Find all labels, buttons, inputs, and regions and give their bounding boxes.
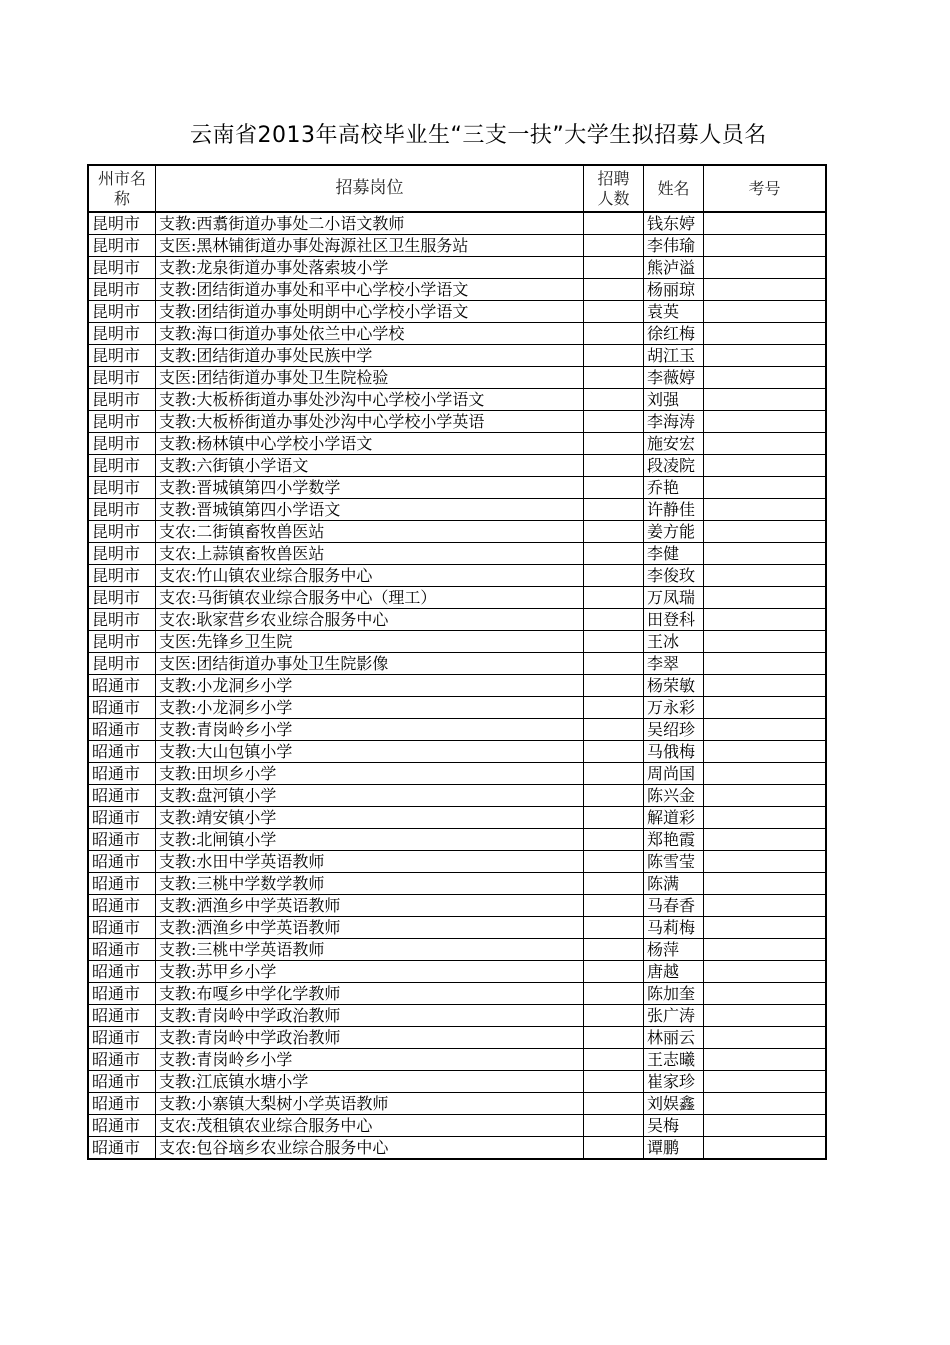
cell-name: 施安宏 — [644, 433, 704, 455]
cell-exam-no — [704, 1049, 827, 1071]
cell-post: 支教:大板桥街道办事处沙沟中心学校小学英语 — [156, 411, 584, 433]
cell-name: 陈雪莹 — [644, 851, 704, 873]
cell-count — [584, 301, 644, 323]
table-row — [88, 499, 826, 521]
cell-name: 田登科 — [644, 609, 704, 631]
cell-post: 支农:二街镇畜牧兽医站 — [156, 521, 584, 543]
table-row — [88, 367, 826, 389]
header-count-label: 招聘人数 — [597, 168, 630, 208]
table-row — [88, 1027, 826, 1049]
cell-post: 支医:黑林铺街道办事处海源社区卫生服务站 — [156, 235, 584, 257]
cell-exam-no — [704, 389, 827, 411]
cell-post: 支教:北闸镇小学 — [156, 829, 584, 851]
cell-city: 昆明市 — [88, 587, 156, 609]
cell-name: 唐越 — [644, 961, 704, 983]
table-row — [88, 1005, 826, 1027]
cell-count — [584, 609, 644, 631]
cell-post: 支教:晋城镇第四小学数学 — [156, 477, 584, 499]
table-row — [88, 1071, 826, 1093]
table-row — [88, 389, 826, 411]
cell-city: 昭通市 — [88, 961, 156, 983]
cell-count — [584, 587, 644, 609]
cell-exam-no — [704, 477, 827, 499]
cell-post: 支教:大板桥街道办事处沙沟中心学校小学语文 — [156, 389, 584, 411]
table-row — [88, 301, 826, 323]
cell-exam-no — [704, 543, 827, 565]
cell-city: 昆明市 — [88, 543, 156, 565]
cell-exam-no — [704, 1027, 827, 1049]
cell-exam-no — [704, 1071, 827, 1093]
cell-name: 许静佳 — [644, 499, 704, 521]
cell-exam-no — [704, 587, 827, 609]
cell-post: 支教:三桃中学数学教师 — [156, 873, 584, 895]
cell-exam-no — [704, 565, 827, 587]
table-row — [88, 653, 826, 675]
cell-exam-no — [704, 235, 827, 257]
cell-exam-no — [704, 323, 827, 345]
cell-city: 昭通市 — [88, 807, 156, 829]
cell-name: 马莉梅 — [644, 917, 704, 939]
cell-city: 昆明市 — [88, 521, 156, 543]
cell-count — [584, 983, 644, 1005]
cell-name: 熊泸溢 — [644, 257, 704, 279]
table-row — [88, 1137, 826, 1160]
cell-city: 昆明市 — [88, 212, 156, 235]
table-row — [88, 565, 826, 587]
cell-count — [584, 719, 644, 741]
cell-count — [584, 873, 644, 895]
cell-count — [584, 1115, 644, 1137]
cell-exam-no — [704, 631, 827, 653]
cell-count — [584, 212, 644, 235]
cell-exam-no — [704, 873, 827, 895]
table-row — [88, 983, 826, 1005]
cell-exam-no — [704, 653, 827, 675]
cell-count — [584, 1137, 644, 1160]
cell-city: 昭通市 — [88, 1115, 156, 1137]
table-row — [88, 719, 826, 741]
table-row — [88, 895, 826, 917]
table-body — [88, 212, 826, 1159]
cell-post: 支农:耿家营乡农业综合服务中心 — [156, 609, 584, 631]
cell-name: 李伟瑜 — [644, 235, 704, 257]
cell-count — [584, 367, 644, 389]
cell-exam-no — [704, 719, 827, 741]
cell-name: 吴梅 — [644, 1115, 704, 1137]
cell-count — [584, 477, 644, 499]
cell-exam-no — [704, 1115, 827, 1137]
cell-name: 郑艳霞 — [644, 829, 704, 851]
cell-post: 支教:杨林镇中心学校小学语文 — [156, 433, 584, 455]
cell-name: 林丽云 — [644, 1027, 704, 1049]
cell-city: 昆明市 — [88, 433, 156, 455]
cell-post: 支教:晋城镇第四小学语文 — [156, 499, 584, 521]
cell-name: 马春香 — [644, 895, 704, 917]
cell-city: 昆明市 — [88, 367, 156, 389]
cell-post: 支农:茂租镇农业综合服务中心 — [156, 1115, 584, 1137]
cell-exam-no — [704, 279, 827, 301]
cell-city: 昆明市 — [88, 455, 156, 477]
cell-count — [584, 235, 644, 257]
table-row — [88, 961, 826, 983]
cell-exam-no — [704, 411, 827, 433]
table-row — [88, 763, 826, 785]
cell-post: 支教:团结街道办事处明朗中心学校小学语文 — [156, 301, 584, 323]
cell-count — [584, 697, 644, 719]
cell-city: 昭通市 — [88, 1049, 156, 1071]
cell-post: 支教:小龙洞乡小学 — [156, 675, 584, 697]
cell-count — [584, 257, 644, 279]
cell-exam-no — [704, 609, 827, 631]
header-post: 招募岗位 — [156, 165, 584, 212]
cell-city: 昭通市 — [88, 895, 156, 917]
cell-count — [584, 1005, 644, 1027]
cell-name: 陈兴金 — [644, 785, 704, 807]
cell-city: 昆明市 — [88, 653, 156, 675]
cell-name: 崔家珍 — [644, 1071, 704, 1093]
cell-exam-no — [704, 1005, 827, 1027]
cell-city: 昆明市 — [88, 257, 156, 279]
table-row — [88, 609, 826, 631]
cell-name: 万凤瑞 — [644, 587, 704, 609]
cell-post: 支医:团结街道办事处卫生院影像 — [156, 653, 584, 675]
cell-count — [584, 521, 644, 543]
cell-exam-no — [704, 741, 827, 763]
cell-count — [584, 455, 644, 477]
cell-city: 昆明市 — [88, 609, 156, 631]
table-row — [88, 279, 826, 301]
table-row — [88, 235, 826, 257]
cell-post: 支农:包谷垴乡农业综合服务中心 — [156, 1137, 584, 1160]
table-row — [88, 917, 826, 939]
cell-name: 杨丽琼 — [644, 279, 704, 301]
cell-exam-no — [704, 257, 827, 279]
cell-post: 支农:马街镇农业综合服务中心（理工） — [156, 587, 584, 609]
cell-city: 昆明市 — [88, 389, 156, 411]
cell-post: 支教:小寨镇大梨树小学英语教师 — [156, 1093, 584, 1115]
cell-post: 支农:竹山镇农业综合服务中心 — [156, 565, 584, 587]
cell-count — [584, 543, 644, 565]
cell-name: 段凌院 — [644, 455, 704, 477]
table-row — [88, 807, 826, 829]
header-exam-no: 考号 — [704, 165, 827, 212]
cell-name: 钱东婷 — [644, 212, 704, 235]
cell-post: 支教:田坝乡小学 — [156, 763, 584, 785]
cell-post: 支教:大山包镇小学 — [156, 741, 584, 763]
recruitment-table — [87, 164, 827, 1160]
table-row — [88, 257, 826, 279]
table-row — [88, 1115, 826, 1137]
cell-city: 昭通市 — [88, 851, 156, 873]
cell-post: 支教:青岗岭中学政治教师 — [156, 1027, 584, 1049]
cell-exam-no — [704, 675, 827, 697]
cell-exam-no — [704, 829, 827, 851]
cell-post: 支教:小龙洞乡小学 — [156, 697, 584, 719]
cell-post: 支教:青岗岭乡小学 — [156, 719, 584, 741]
cell-name: 马俄梅 — [644, 741, 704, 763]
cell-exam-no — [704, 1093, 827, 1115]
cell-name: 袁英 — [644, 301, 704, 323]
table-row — [88, 345, 826, 367]
cell-count — [584, 411, 644, 433]
cell-name: 王冰 — [644, 631, 704, 653]
table-row — [88, 543, 826, 565]
cell-city: 昭通市 — [88, 719, 156, 741]
cell-count — [584, 433, 644, 455]
table-row — [88, 785, 826, 807]
cell-post: 支教:海口街道办事处依兰中心学校 — [156, 323, 584, 345]
table-row — [88, 433, 826, 455]
cell-post: 支教:西翥街道办事处二小语文教师 — [156, 212, 584, 235]
cell-post: 支教:靖安镇小学 — [156, 807, 584, 829]
cell-city: 昭通市 — [88, 939, 156, 961]
header-name: 姓名 — [644, 165, 704, 212]
cell-post: 支医:先锋乡卫生院 — [156, 631, 584, 653]
cell-name: 张广涛 — [644, 1005, 704, 1027]
cell-post: 支教:洒渔乡中学英语教师 — [156, 917, 584, 939]
cell-exam-no — [704, 455, 827, 477]
table-row — [88, 741, 826, 763]
cell-count — [584, 345, 644, 367]
cell-name: 杨荣敏 — [644, 675, 704, 697]
table-row — [88, 212, 826, 235]
cell-exam-no — [704, 521, 827, 543]
cell-exam-no — [704, 763, 827, 785]
table-row — [88, 455, 826, 477]
table-row — [88, 1093, 826, 1115]
cell-count — [584, 763, 644, 785]
cell-city: 昭通市 — [88, 741, 156, 763]
cell-exam-no — [704, 961, 827, 983]
cell-exam-no — [704, 939, 827, 961]
cell-count — [584, 851, 644, 873]
cell-city: 昆明市 — [88, 499, 156, 521]
cell-count — [584, 917, 644, 939]
cell-exam-no — [704, 785, 827, 807]
cell-count — [584, 675, 644, 697]
cell-post: 支教:团结街道办事处和平中心学校小学语文 — [156, 279, 584, 301]
cell-count — [584, 631, 644, 653]
cell-post: 支教:苏甲乡小学 — [156, 961, 584, 983]
cell-city: 昭通市 — [88, 829, 156, 851]
cell-post: 支教:洒渔乡中学英语教师 — [156, 895, 584, 917]
cell-city: 昭通市 — [88, 917, 156, 939]
cell-exam-no — [704, 895, 827, 917]
cell-exam-no — [704, 212, 827, 235]
cell-city: 昭通市 — [88, 1071, 156, 1093]
table-row — [88, 873, 826, 895]
cell-count — [584, 961, 644, 983]
cell-name: 李俊玫 — [644, 565, 704, 587]
cell-name: 乔艳 — [644, 477, 704, 499]
cell-name: 刘强 — [644, 389, 704, 411]
cell-city: 昆明市 — [88, 477, 156, 499]
cell-city: 昆明市 — [88, 345, 156, 367]
cell-post: 支教:水田中学英语教师 — [156, 851, 584, 873]
cell-name: 姜方能 — [644, 521, 704, 543]
cell-name: 刘娱鑫 — [644, 1093, 704, 1115]
table-row — [88, 851, 826, 873]
table-row — [88, 323, 826, 345]
cell-count — [584, 653, 644, 675]
cell-count — [584, 939, 644, 961]
cell-city: 昭通市 — [88, 1093, 156, 1115]
cell-city: 昭通市 — [88, 785, 156, 807]
cell-exam-no — [704, 345, 827, 367]
table-header — [88, 165, 826, 212]
cell-post: 支教:盘河镇小学 — [156, 785, 584, 807]
header-row — [88, 165, 826, 212]
cell-city: 昆明市 — [88, 323, 156, 345]
cell-name: 吴绍珍 — [644, 719, 704, 741]
cell-city: 昆明市 — [88, 301, 156, 323]
cell-post: 支教:江底镇水塘小学 — [156, 1071, 584, 1093]
cell-post: 支教:六街镇小学语文 — [156, 455, 584, 477]
cell-count — [584, 785, 644, 807]
cell-count — [584, 499, 644, 521]
cell-city: 昭通市 — [88, 1027, 156, 1049]
cell-name: 李健 — [644, 543, 704, 565]
cell-exam-no — [704, 917, 827, 939]
header-city — [88, 165, 156, 212]
cell-city: 昆明市 — [88, 279, 156, 301]
cell-city: 昭通市 — [88, 983, 156, 1005]
cell-city: 昆明市 — [88, 631, 156, 653]
cell-name: 陈加奎 — [644, 983, 704, 1005]
cell-count — [584, 1093, 644, 1115]
cell-count — [584, 895, 644, 917]
cell-exam-no — [704, 697, 827, 719]
cell-name: 李翠 — [644, 653, 704, 675]
cell-post: 支教:青岗岭乡小学 — [156, 1049, 584, 1071]
cell-post: 支教:青岗岭中学政治教师 — [156, 1005, 584, 1027]
cell-name: 陈满 — [644, 873, 704, 895]
cell-city: 昭通市 — [88, 697, 156, 719]
cell-count — [584, 1071, 644, 1093]
table-row — [88, 411, 826, 433]
cell-exam-no — [704, 301, 827, 323]
cell-post: 支教:龙泉街道办事处落索坡小学 — [156, 257, 584, 279]
cell-exam-no — [704, 807, 827, 829]
cell-exam-no — [704, 851, 827, 873]
cell-city: 昭通市 — [88, 1137, 156, 1160]
cell-name: 周尚国 — [644, 763, 704, 785]
table-row — [88, 587, 826, 609]
cell-name: 万永彩 — [644, 697, 704, 719]
cell-name: 李薇婷 — [644, 367, 704, 389]
cell-count — [584, 741, 644, 763]
cell-city: 昆明市 — [88, 411, 156, 433]
table-row — [88, 631, 826, 653]
cell-count — [584, 807, 644, 829]
cell-name: 李海涛 — [644, 411, 704, 433]
cell-post: 支教:布嘎乡中学化学教师 — [156, 983, 584, 1005]
cell-exam-no — [704, 433, 827, 455]
cell-count — [584, 279, 644, 301]
cell-city: 昭通市 — [88, 763, 156, 785]
cell-count — [584, 829, 644, 851]
cell-exam-no — [704, 367, 827, 389]
table-row — [88, 477, 826, 499]
cell-count — [584, 323, 644, 345]
cell-name: 杨萍 — [644, 939, 704, 961]
cell-count — [584, 389, 644, 411]
cell-exam-no — [704, 499, 827, 521]
table-row — [88, 829, 826, 851]
cell-count — [584, 1049, 644, 1071]
table-row — [88, 675, 826, 697]
cell-count — [584, 1027, 644, 1049]
cell-name: 胡江玉 — [644, 345, 704, 367]
cell-city: 昭通市 — [88, 1005, 156, 1027]
document-title: 云南省2013年高校毕业生“三支一扶”大学生拟招募人员名 — [190, 123, 767, 148]
cell-city: 昆明市 — [88, 235, 156, 257]
cell-exam-no — [704, 1137, 827, 1160]
table-row — [88, 939, 826, 961]
cell-post: 支医:团结街道办事处卫生院检验 — [156, 367, 584, 389]
table-row — [88, 1049, 826, 1071]
cell-name: 王志曦 — [644, 1049, 704, 1071]
cell-name: 解道彩 — [644, 807, 704, 829]
cell-name: 徐红梅 — [644, 323, 704, 345]
cell-exam-no — [704, 983, 827, 1005]
cell-name: 谭鹏 — [644, 1137, 704, 1160]
header-count — [584, 165, 644, 212]
table-row — [88, 697, 826, 719]
cell-post: 支教:团结街道办事处民族中学 — [156, 345, 584, 367]
cell-city: 昭通市 — [88, 675, 156, 697]
cell-city: 昭通市 — [88, 873, 156, 895]
cell-city: 昆明市 — [88, 565, 156, 587]
cell-post: 支教:三桃中学英语教师 — [156, 939, 584, 961]
table-row — [88, 521, 826, 543]
header-city-label: 州市名称 — [97, 168, 146, 208]
cell-post: 支农:上蒜镇畜牧兽医站 — [156, 543, 584, 565]
cell-count — [584, 565, 644, 587]
